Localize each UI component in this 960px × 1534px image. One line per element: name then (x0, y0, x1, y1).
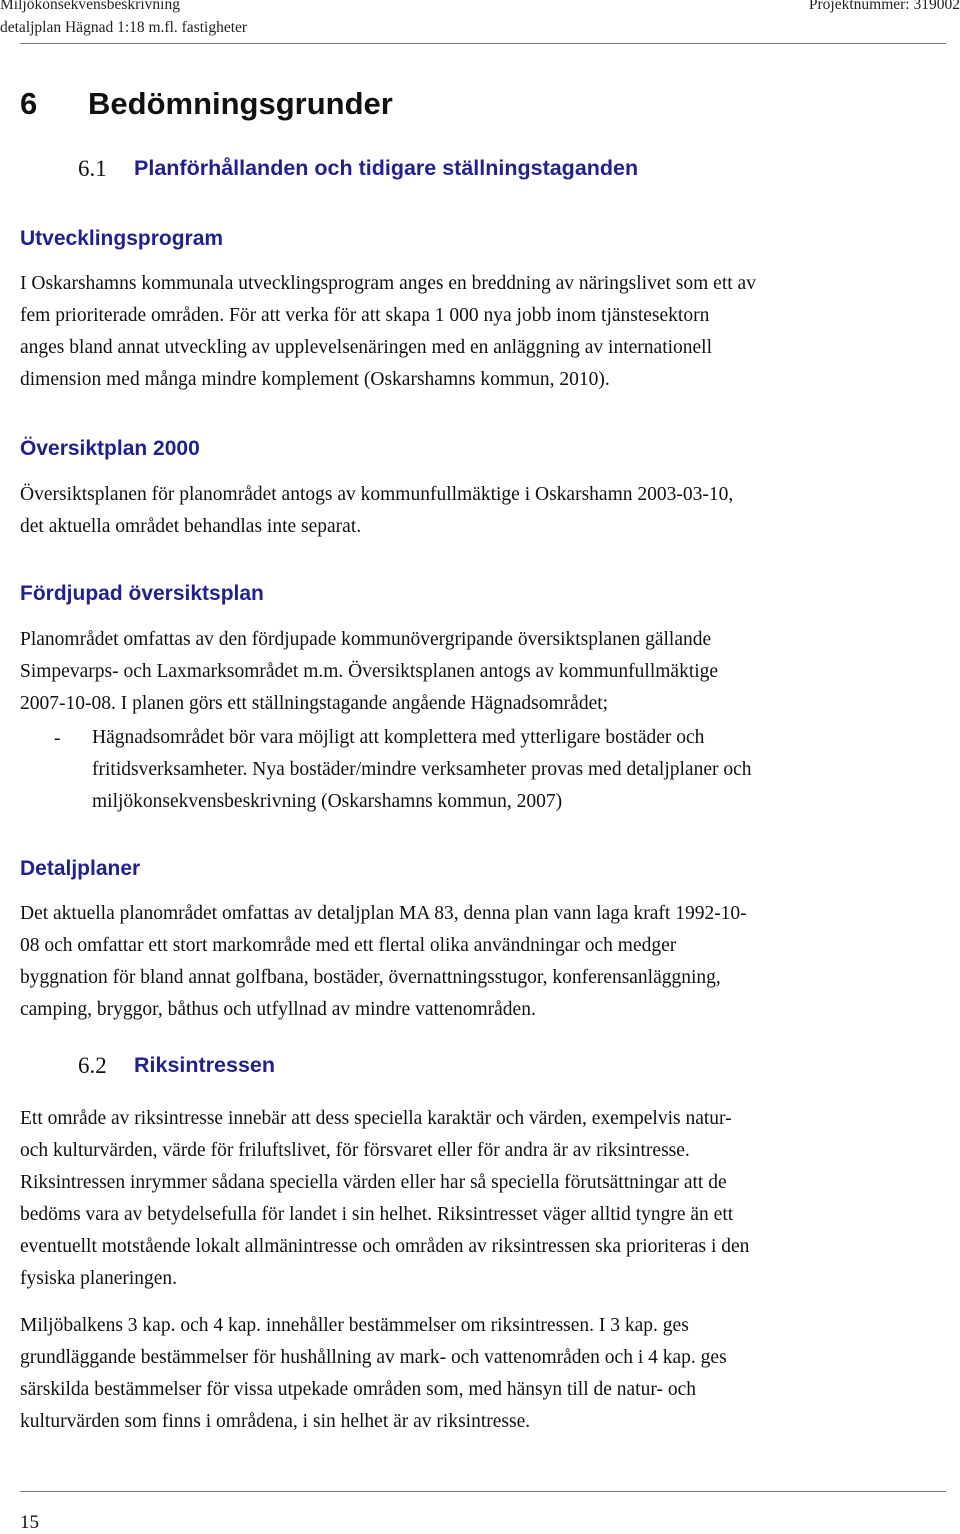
text-line: det aktuella området behandlas inte separat. (20, 516, 362, 537)
paragraph-oversiktplan (20, 479, 733, 543)
header-rule (20, 43, 946, 44)
text-line: fem prioriterade områden. För att verka för att skapa 1 000 nya jobb inom tjänstesektorn (20, 305, 710, 326)
header-document-subtitle: detaljplan Hägnad 1:18 m.fl. fastigheter (0, 19, 248, 36)
paragraph-utvecklingsprogram (20, 268, 756, 396)
paragraph-riksintressen-1 (20, 1103, 749, 1295)
text-line: fritidsverksamheter. Nya bostäder/mindre verksamheter provas med detaljplaner och (92, 759, 752, 780)
section-6-2-title: Riksintressen (134, 1053, 276, 1077)
text-line: Simpevarps- och Laxmarksområdet m.m. Översiktsplanen antogs av kommunfullmäktige (20, 661, 719, 682)
text-line: kulturvärden som finns i områdena, i sin helhet är av riksintresse. (20, 1411, 531, 1432)
text-line: Riksintressen inrymmer sådana speciella värden eller har så speciella förutsättningar att de (20, 1172, 727, 1193)
text-line: Det aktuella planområdet omfattas av detaljplan MA 83, denna plan vann laga kraft 1992-10- (20, 903, 747, 924)
text-line: Ett område av riksintresse innebär att dess speciella karaktär och värden, exempelvis natur- (20, 1108, 732, 1129)
section-6-2-number: 6.2 (78, 1053, 107, 1078)
text-line: byggnation för bland annat golfbana, bostäder, övernattningsstugor, konferensanläggning, (20, 967, 721, 988)
paragraph-detaljplaner (20, 898, 747, 1026)
section-6-1-title: Planförhållanden och tidigare ställningstaganden (134, 156, 639, 180)
text-line: Hägnadsområdet bör vara möjligt att komplettera med ytterligare bostäder och (92, 727, 705, 748)
header-project-number: Projektnummer: 319002 (808, 0, 960, 13)
text-line: Planområdet omfattas av den fördjupade kommunövergripande översiktsplanen gällande (20, 629, 712, 650)
text-line: och kulturvärden, värde för friluftslivet, för försvaret eller för andra är av riksintresse. (20, 1140, 690, 1161)
bullet-item (92, 722, 752, 818)
text-line: särskilda bestämmelser för vissa utpekade områden som, med hänsyn till de natur- och (20, 1379, 696, 1400)
text-line: fysiska planeringen. (20, 1268, 178, 1289)
text-line: 2007-10-08. I planen görs ett ställningstagande angående Hägnadsområdet; (20, 693, 609, 714)
subheading-detaljplaner: Detaljplaner (20, 857, 141, 880)
text-line: I Oskarshamns kommunala utvecklingsprogram anges en breddning av näringslivet som ett av (20, 273, 756, 294)
chapter-number: 6 (20, 86, 38, 121)
header-document-title: Miljökonsekvensbeskrivning (0, 0, 180, 13)
text-line: Översiktsplanen för planområdet antogs av kommunfullmäktige i Oskarshamn 2003-03-10, (20, 484, 734, 505)
bullet-marker: - (54, 728, 61, 749)
text-line: dimension med många mindre komplement (Oskarshamns kommun, 2010). (20, 369, 610, 390)
section-6-1-number: 6.1 (78, 156, 107, 181)
chapter-heading (20, 86, 393, 122)
text-line: bedöms vara av betydelsefulla för landet i sin helhet. Riksintresset väger alltid tyngre än ett (20, 1204, 734, 1225)
text-line: miljökonsekvensbeskrivning (Oskarshamns kommun, 2007) (92, 791, 563, 812)
text-line: Miljöbalkens 3 kap. och 4 kap. innehåller bestämmelser om riksintressen. I 3 kap. ges (20, 1315, 689, 1336)
paragraph-fordjupad-oversiktsplan (20, 624, 718, 720)
subheading-oversiktplan: Översiktplan 2000 (20, 437, 200, 460)
subheading-utvecklingsprogram: Utvecklingsprogram (20, 227, 224, 250)
footer-rule (20, 1491, 946, 1492)
text-line: 08 och omfattar ett stort markområde med ett flertal olika användningar och medger (20, 935, 677, 956)
text-line: camping, bryggor, båthus och utfyllnad av mindre vattenområden. (20, 999, 536, 1020)
page-number: 15 (20, 1512, 39, 1533)
text-line: grundläggande bestämmelser för hushållning av mark- och vattenområden och i 4 kap. ges (20, 1347, 727, 1368)
text-line: eventuellt motstående lokalt allmänintresse och områden av riksintressen ska prioriteras i den (20, 1236, 750, 1257)
paragraph-riksintressen-2 (20, 1310, 727, 1438)
text-line: anges bland annat utveckling av upplevelsenäringen med en anläggning av internationell (20, 337, 713, 358)
subheading-fordjupad-oversiktsplan: Fördjupad översiktsplan (20, 582, 264, 605)
chapter-title: Bedömningsgrunder (88, 86, 393, 121)
